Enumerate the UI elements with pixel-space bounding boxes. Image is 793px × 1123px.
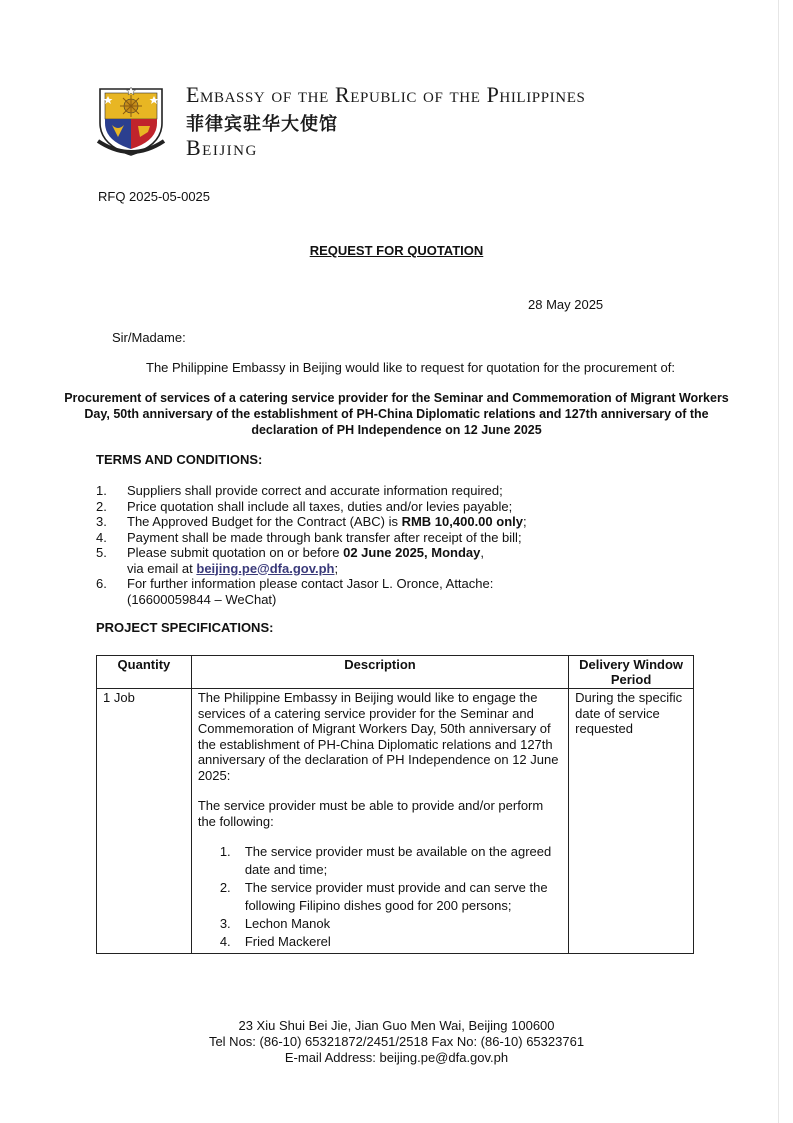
terms-list [96, 483, 527, 607]
list-item: 3. Lechon Manok [219, 916, 331, 931]
requirements-list [198, 843, 562, 951]
intro-paragraph: The Philippine Embassy in Beijing would like to request for quotation for the procurement of: [146, 360, 675, 375]
description-paragraph: The Philippine Embassy in Beijing would like to engage the services of a catering service provider for the Seminar and Commemoration of Migrant Workers Day, 50th anniversary of the establishment of PH-China Diplomatic relations and 127th anniversary of the declaration of PH Independence on 12 June 2025: [197, 690, 559, 783]
cell-quantity: 1 Job [97, 689, 192, 954]
list-item: 1. The service provider must be available on the agreed date and time; [219, 844, 552, 877]
salutation: Sir/Madame: [112, 330, 186, 345]
list-item: 2. The service provider must provide and can serve the following Filipino dishes good for 200 persons; [219, 880, 548, 913]
embassy-city: Beijing [186, 135, 258, 160]
table-row [97, 689, 694, 954]
scan-edge-line [778, 0, 779, 1123]
terms-item: 3. The Approved Budget for the Contract (ABC) is RMB 10,400.00 only; [96, 514, 527, 529]
philippine-seal-logo [96, 79, 166, 157]
list-item: 4. Fried Mackerel [219, 934, 331, 949]
description-paragraph: The service provider must be able to provide and/or perform the following: [197, 798, 544, 829]
terms-item: 2. Price quotation shall include all taxes, duties and/or levies payable; [96, 498, 513, 514]
column-header-delivery: Delivery Window Period [569, 656, 694, 689]
contact-wechat: (16600059844 – WeChat) [127, 591, 277, 607]
reference-number: RFQ 2025-05-0025 [98, 189, 211, 204]
procurement-subject: Procurement of services of a catering service provider for the Seminar and Commemoration of Migrant Workers Day, 50th anniversary of the establishment of PH-China Diplomatic relations and 127th anniversary of the declaration of PH Independence on 12 June 2025 [64, 391, 729, 437]
terms-item: 4. Payment shall be made through bank transfer after receipt of the bill; [96, 529, 522, 545]
letter-date: 28 May 2025 [528, 297, 604, 312]
submission-email-link[interactable]: beijing.pe@dfa.gov.ph [196, 560, 335, 576]
specs-heading: PROJECT SPECIFICATIONS: [96, 620, 274, 635]
embassy-name: Embassy of the Republic of the Philippines [186, 82, 586, 107]
column-header-description: Description [191, 656, 568, 689]
specifications-table [96, 655, 694, 954]
footer-email: E-mail Address: beijing.pe@dfa.gov.ph [284, 1050, 509, 1065]
deadline-date: 02 June 2025, Monday [343, 545, 481, 560]
budget-amount: RMB 10,400.00 only [401, 514, 523, 529]
document-title: REQUEST FOR QUOTATION [309, 243, 484, 258]
terms-heading: TERMS AND CONDITIONS: [96, 452, 263, 467]
column-header-quantity: Quantity [97, 656, 192, 689]
footer-phones: Tel Nos: (86-10) 65321872/2451/2518 Fax No: (86-10) 65323761 [208, 1034, 585, 1049]
embassy-name-chinese: 菲律宾驻华大使馆 [186, 114, 338, 135]
terms-item: 5. Please submit quotation on or before 02 June 2025, Monday, via email at beijing.pe@dfa.gov.ph; [96, 545, 484, 576]
table-header-row [97, 656, 694, 689]
terms-item: 6. For further information please contact Jasor L. Oronce, Attache: (16600059844 – WeChat) [96, 576, 494, 607]
footer [0, 1018, 793, 1066]
footer-address: 23 Xiu Shui Bei Jie, Jian Guo Men Wai, Beijing 100600 [238, 1018, 555, 1033]
cell-delivery-window: During the specific date of service requested [569, 689, 694, 954]
cell-description [191, 689, 568, 954]
terms-item: 1. Suppliers shall provide correct and accurate information required; [96, 483, 503, 498]
